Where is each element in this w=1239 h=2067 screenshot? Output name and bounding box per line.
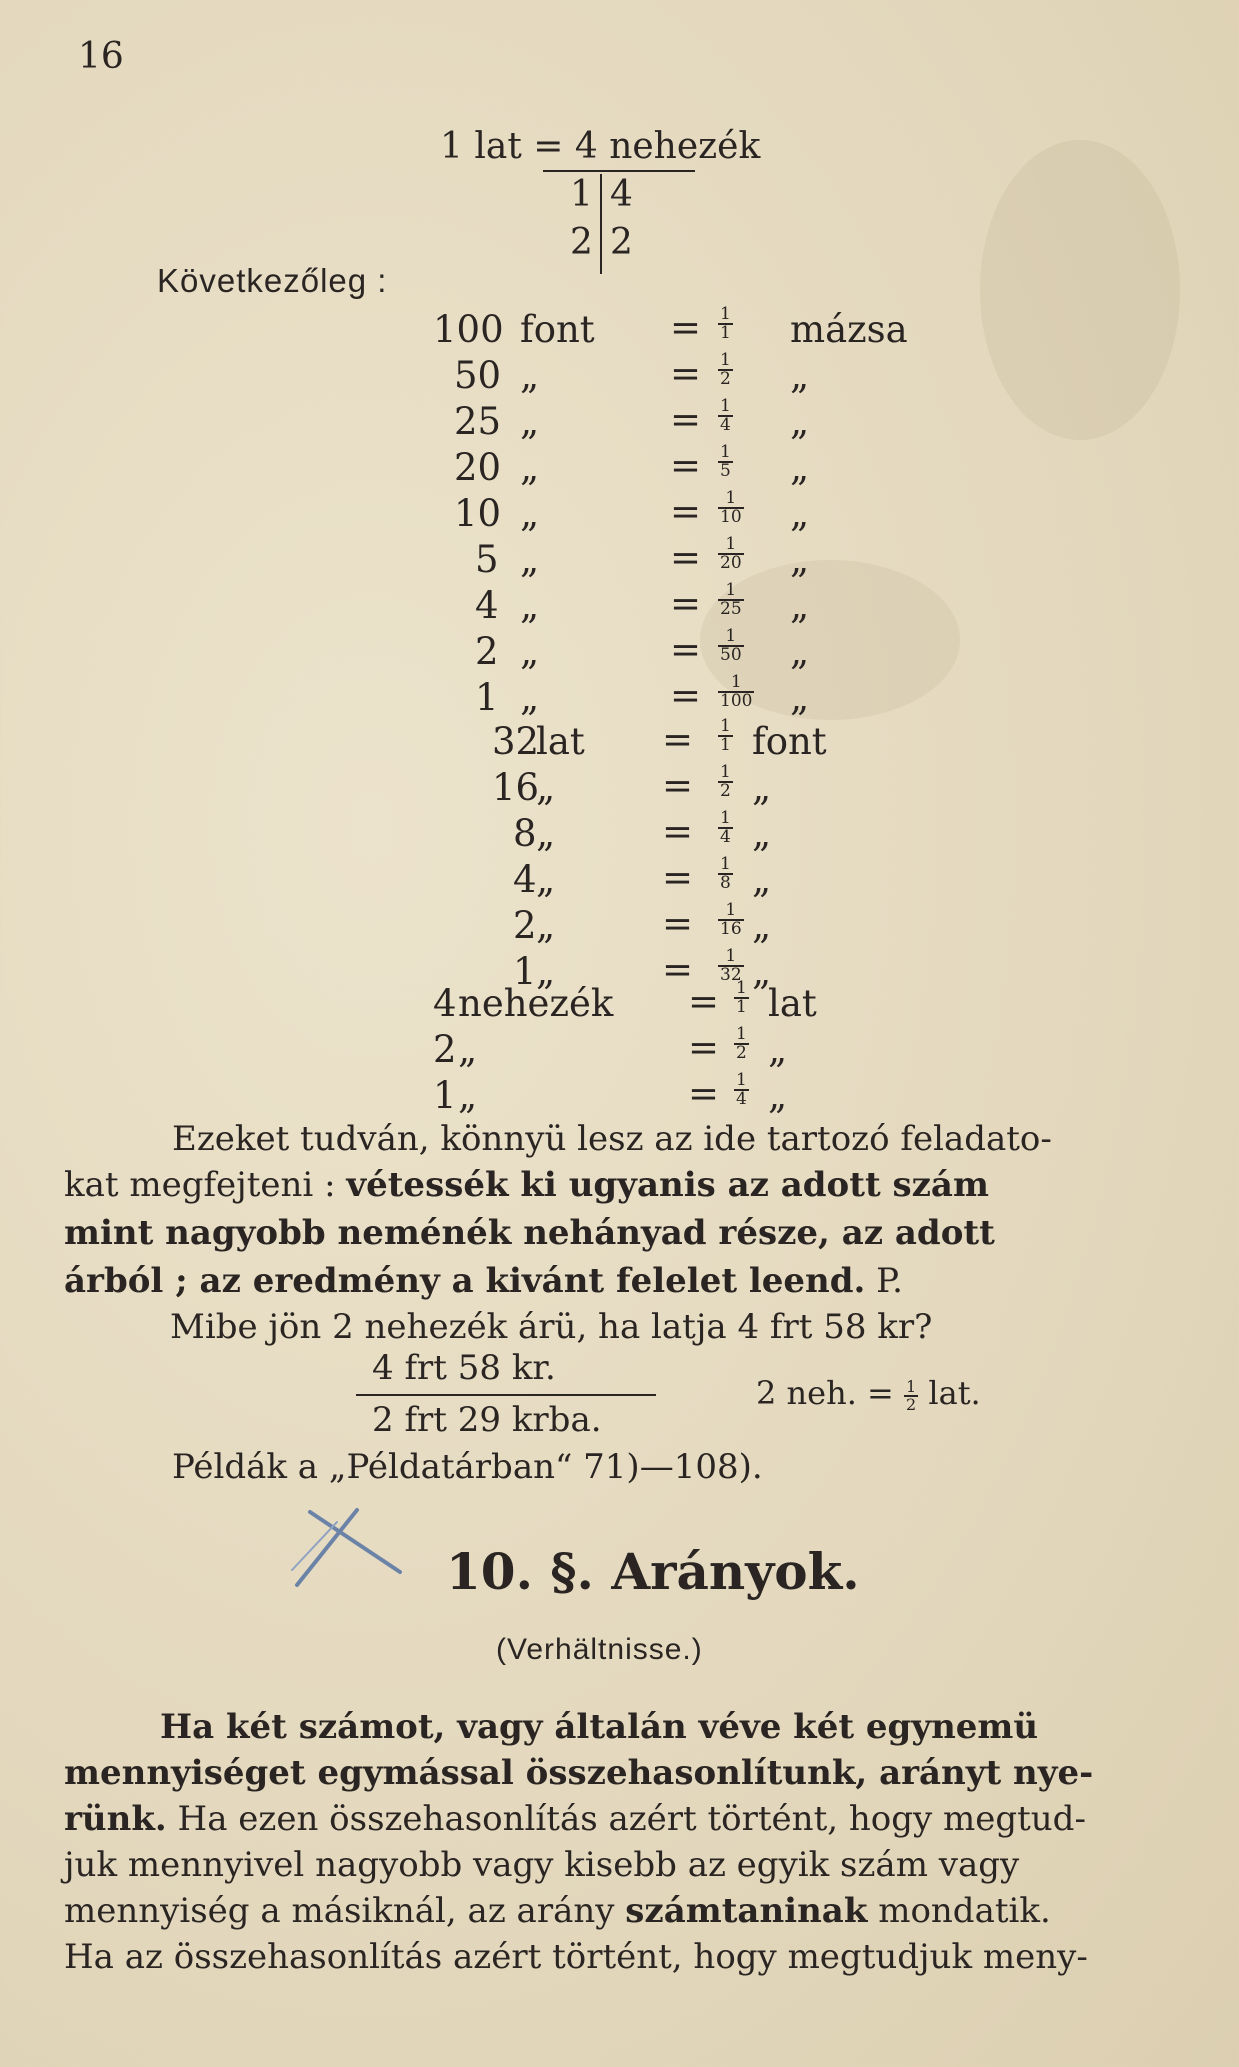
row-quantity: 4 (475, 584, 499, 627)
equals-sign: = (670, 352, 702, 395)
paragraph-line (64, 1162, 1214, 1208)
row-suffix: „ (768, 1028, 788, 1071)
fraction-denominator: 100 (720, 691, 753, 711)
example-numerator: 4 frt 58 kr. (372, 1348, 556, 1388)
side-right: lat. (928, 1374, 981, 1412)
text-plain: kat megfejteni : (64, 1165, 347, 1205)
example-fraction-bar (356, 1394, 656, 1396)
row-unit: „ (520, 630, 540, 673)
text-plain: mondatik. (867, 1891, 1051, 1931)
table-row (0, 304, 1239, 354)
side-left: 2 neh. = (756, 1374, 894, 1412)
page-number: 16 (78, 36, 124, 77)
row-suffix: mázsa (790, 308, 908, 351)
table-row (0, 900, 1239, 950)
row-unit: „ (520, 676, 540, 719)
fraction-denominator: 1 (736, 997, 747, 1017)
fraction-denominator: 8 (720, 873, 731, 893)
row-quantity: 50 (454, 354, 502, 397)
paragraph-line: Ha az összehasonlítás azért történt, hogy megtudjuk meny- (64, 1937, 1088, 1977)
pencil-cross-mark (282, 1500, 412, 1590)
equals-sign: = (670, 536, 702, 579)
equals-sign: = (662, 902, 694, 945)
example-denominator: 2 frt 29 krba. (372, 1400, 602, 1440)
paragraph-line: mennyiséget egymással összehasonlítunk, arányt nye- (64, 1753, 1094, 1793)
fraction-numerator: 1 (720, 304, 731, 324)
table-row (0, 534, 1239, 584)
table-row (0, 1024, 1239, 1074)
row-suffix: „ (790, 630, 810, 673)
row-unit: „ (536, 950, 556, 993)
row-fraction (734, 980, 749, 1016)
fraction-denominator: 2 (720, 369, 731, 389)
text-plain: P. (865, 1261, 903, 1301)
equals-sign: = (662, 810, 694, 853)
equals-sign: = (688, 1072, 720, 1115)
text-bold: vétessék ki ugyanis az adott szám (346, 1165, 989, 1205)
example-question: Mibe jön 2 nehezék árü, ha latja 4 frt 58 kr? (170, 1307, 933, 1347)
paragraph-line: Ha két számot, vagy általán véve két egynemü (160, 1707, 1039, 1747)
row-quantity: 16 (492, 766, 540, 809)
fraction-numerator: 1 (725, 580, 737, 600)
table-row (0, 580, 1239, 630)
fraction-numerator: 1 (730, 672, 742, 692)
fraction-numerator: 1 (720, 396, 731, 416)
row-fraction (718, 306, 733, 342)
row-fraction (718, 674, 754, 710)
fraction-denominator: 4 (736, 1089, 747, 1109)
equals-sign: = (670, 674, 702, 717)
row-unit: „ (536, 812, 556, 855)
row-unit: „ (520, 446, 540, 489)
fraction-numerator: 1 (720, 350, 731, 370)
row-quantity: 10 (454, 492, 502, 535)
table-row (0, 762, 1239, 812)
fraction-denominator: 16 (720, 919, 742, 939)
row-quantity: 1 (433, 1074, 457, 1117)
text-bold: árból ; az eredmény a kivánt felelet leend. (64, 1261, 866, 1301)
row-suffix: „ (790, 676, 810, 719)
equals-sign: = (688, 1026, 720, 1069)
row-unit: „ (536, 858, 556, 901)
side-fraction (904, 1376, 918, 1414)
fraction-numerator: 1 (736, 1024, 747, 1044)
row-fraction (718, 444, 733, 480)
division-left-1: 1 (570, 174, 593, 215)
paragraph-line: mint nagyobb neménék nehányad része, az adott (64, 1213, 995, 1253)
row-unit: „ (536, 904, 556, 947)
table-row (0, 626, 1239, 676)
row-unit: „ (520, 400, 540, 443)
row-quantity: 2 (433, 1028, 457, 1071)
fraction-denominator: 25 (720, 599, 742, 619)
row-fraction (718, 398, 733, 434)
fraction-numerator: 1 (720, 716, 731, 736)
fraction-denominator: 5 (720, 461, 731, 481)
row-fraction (718, 856, 733, 892)
row-suffix: „ (790, 538, 810, 581)
fraction-numerator: 1 (725, 488, 737, 508)
table-row (0, 716, 1239, 766)
equals-sign: = (670, 628, 702, 671)
fraction-denominator: 1 (720, 735, 731, 755)
row-quantity: 20 (454, 446, 502, 489)
table-row (0, 1070, 1239, 1120)
table-row (0, 350, 1239, 400)
row-suffix: „ (790, 446, 810, 489)
fraction-denominator: 4 (720, 827, 731, 847)
row-unit: „ (520, 584, 540, 627)
row-suffix: „ (790, 354, 810, 397)
fraction-numerator: 1 (720, 762, 731, 782)
row-quantity: 1 (475, 676, 499, 719)
text-bold: számtaninak (625, 1891, 868, 1931)
row-unit: „ (536, 766, 556, 809)
row-fraction (718, 810, 733, 846)
section-title: 10. §. Arányok. (446, 1542, 860, 1601)
row-suffix: font (752, 720, 827, 763)
paragraph-line (64, 1796, 1214, 1842)
row-fraction (718, 764, 733, 800)
fraction-denominator: 1 (720, 323, 731, 343)
division-left-2: 2 (570, 222, 593, 263)
fraction-denominator: 2 (736, 1043, 747, 1063)
examples-reference: Példák a „Példatárban“ 71)—108). (172, 1447, 763, 1487)
division-rule (543, 170, 695, 172)
fraction-numerator: 1 (725, 626, 737, 646)
row-fraction (734, 1026, 749, 1062)
row-unit: „ (458, 1074, 478, 1117)
row-quantity: 8 (513, 812, 537, 855)
fraction-numerator: 1 (720, 854, 731, 874)
row-fraction (734, 1072, 749, 1108)
side-fraction-den: 2 (906, 1394, 917, 1414)
row-suffix: „ (790, 400, 810, 443)
row-unit: font (520, 308, 595, 351)
row-suffix: „ (752, 904, 772, 947)
table-row (0, 396, 1239, 446)
section-subtitle: (Verhältnisse.) (496, 1633, 703, 1666)
fraction-denominator: 2 (720, 781, 731, 801)
fraction-denominator: 20 (720, 553, 742, 573)
row-quantity: 32 (492, 720, 540, 763)
paragraph-line (64, 1258, 1214, 1304)
fraction-denominator: 4 (720, 415, 731, 435)
row-quantity: 25 (454, 400, 502, 443)
fraction-numerator: 1 (720, 808, 731, 828)
intro-label: Következőleg : (157, 262, 388, 299)
row-suffix: „ (768, 1074, 788, 1117)
row-suffix: „ (752, 858, 772, 901)
row-quantity: 4 (433, 982, 457, 1025)
paragraph-line: juk mennyivel nagyobb vagy kisebb az egyik szám vagy (64, 1845, 1020, 1885)
equals-sign: = (670, 398, 702, 441)
fraction-numerator: 1 (736, 978, 747, 998)
table-row (0, 442, 1239, 492)
row-quantity: 2 (513, 904, 537, 947)
division-vertical-line (600, 174, 602, 274)
row-suffix: „ (790, 584, 810, 627)
row-fraction (718, 902, 744, 938)
equals-sign: = (670, 490, 702, 533)
division-right-2: 2 (610, 222, 633, 263)
row-fraction (718, 352, 733, 388)
fraction-numerator: 1 (725, 900, 737, 920)
row-fraction (718, 718, 733, 754)
row-unit: „ (520, 492, 540, 535)
table-row (0, 488, 1239, 538)
row-quantity: 5 (475, 538, 499, 581)
paragraph-line: Ezeket tudván, könnyü lesz az ide tartozó feladato- (172, 1119, 1052, 1159)
row-unit: nehezék (458, 982, 614, 1025)
equals-sign: = (670, 582, 702, 625)
example-side-note (756, 1374, 981, 1413)
equals-sign: = (662, 856, 694, 899)
row-suffix: „ (752, 950, 772, 993)
equals-sign: = (670, 444, 702, 487)
fraction-denominator: 10 (720, 507, 742, 527)
fraction-denominator: 50 (720, 645, 742, 665)
row-fraction (718, 582, 744, 618)
row-quantity: 2 (475, 630, 499, 673)
header-equation: 1 lat = 4 nehezék (440, 126, 761, 167)
table-row (0, 672, 1239, 722)
row-fraction (718, 490, 744, 526)
equals-sign: = (662, 718, 694, 761)
row-suffix: „ (752, 812, 772, 855)
equals-sign: = (662, 948, 694, 991)
text-plain: Ha ezen összehasonlítás azért történt, hogy megtud- (166, 1799, 1086, 1839)
row-unit: „ (520, 538, 540, 581)
row-fraction (718, 628, 744, 664)
table-row (0, 808, 1239, 858)
table-row (0, 854, 1239, 904)
equals-sign: = (662, 764, 694, 807)
row-suffix: „ (790, 492, 810, 535)
fraction-numerator: 1 (720, 442, 731, 462)
fraction-numerator: 1 (725, 534, 737, 554)
paragraph-line (64, 1888, 1214, 1934)
fraction-numerator: 1 (736, 1070, 747, 1090)
row-fraction (718, 536, 744, 572)
equals-sign: = (670, 306, 702, 349)
row-unit: „ (520, 354, 540, 397)
fraction-numerator: 1 (725, 946, 737, 966)
fraction-denominator: 32 (720, 965, 742, 985)
table-row (0, 978, 1239, 1028)
side-fraction-num: 1 (906, 1376, 917, 1396)
division-right-1: 4 (610, 174, 633, 215)
text-plain: mennyiség a másiknál, az arány (64, 1891, 626, 1931)
text-bold: rünk. (64, 1799, 167, 1839)
row-quantity: 100 (433, 308, 504, 351)
row-unit: lat (536, 720, 585, 763)
row-quantity: 4 (513, 858, 537, 901)
equals-sign: = (688, 980, 720, 1023)
row-unit: „ (458, 1028, 478, 1071)
row-suffix: „ (752, 766, 772, 809)
row-suffix: lat (768, 982, 817, 1025)
row-quantity: 1 (513, 950, 537, 993)
